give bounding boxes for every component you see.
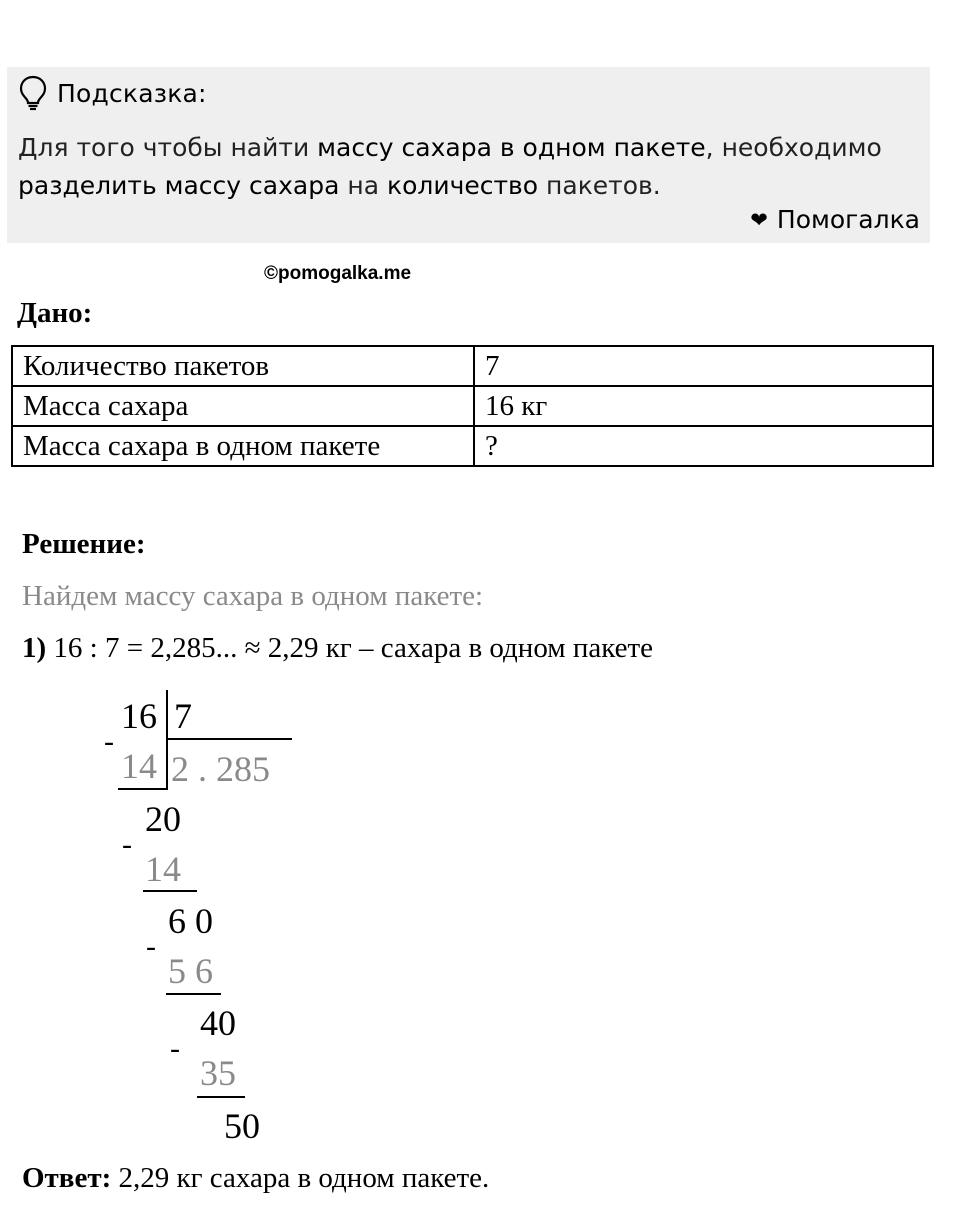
- given-heading: Дано:: [17, 297, 93, 329]
- step-number: 1): [22, 632, 47, 664]
- subtrahend: 14: [145, 849, 181, 889]
- table-cell: ?: [474, 426, 933, 466]
- subtrahend: 5 6: [168, 951, 213, 991]
- division-vertical-line: [166, 690, 168, 790]
- hint-text: Для того чтобы найти массу сахара в одном пакете, необходимо разделить массу сахара на количество пакетов.: [18, 133, 882, 200]
- subtraction-line: [143, 890, 197, 892]
- table-cell: 7: [474, 346, 933, 386]
- hint-title: Подсказка:: [57, 78, 207, 108]
- quotient: 2 . 285: [171, 749, 270, 789]
- table-cell: Масса сахара: [12, 386, 474, 426]
- step-text: 16 : 7 = 2,285... ≈ 2,29 кг – сахара в одном пакете: [46, 632, 654, 664]
- table-cell: Количество пакетов: [12, 346, 474, 386]
- hint-emphasis: массу сахара в одном пакете: [317, 133, 706, 162]
- subtrahend: 14: [121, 746, 157, 786]
- divisor: 7: [174, 696, 192, 736]
- table-cell: Масса сахара в одном пакете: [12, 426, 474, 466]
- divisor-underline: [166, 738, 292, 740]
- answer: [22, 1162, 489, 1195]
- minus-sign: -: [170, 1032, 180, 1065]
- solution-intro: Найдем массу сахара в одном пакете:: [22, 580, 484, 612]
- dividend: 16: [121, 696, 157, 736]
- answer-text: 2,29 кг сахара в одном пакете.: [111, 1162, 490, 1194]
- remainder: 20: [145, 799, 181, 839]
- subtrahend: 35: [200, 1053, 236, 1093]
- remainder: 6 0: [168, 901, 213, 941]
- answer-label: Ответ:: [22, 1162, 112, 1194]
- heart-icon: ❤: [750, 207, 768, 232]
- subtraction-line: [197, 1096, 245, 1098]
- solution-heading: Решение:: [22, 528, 146, 560]
- minus-sign: -: [122, 828, 132, 861]
- copyright-watermark: ©pomogalka.me: [264, 263, 412, 284]
- hint-emphasis: количество: [386, 171, 539, 200]
- brand-name: Помогалка: [776, 205, 920, 234]
- hint-emphasis: разделить массу сахара: [18, 171, 340, 200]
- remainder: 40: [200, 1003, 236, 1043]
- minus-sign: -: [104, 725, 114, 758]
- subtraction-line: [166, 993, 221, 995]
- minus-sign: -: [146, 930, 156, 963]
- remainder: 50: [224, 1106, 260, 1146]
- subtraction-line: [118, 788, 168, 790]
- table-cell: 16 кг: [474, 386, 933, 426]
